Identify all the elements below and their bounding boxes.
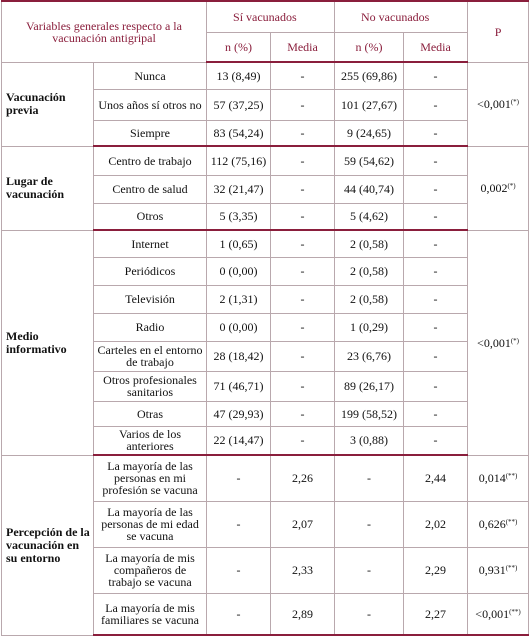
- no-media-cell: -: [404, 285, 468, 313]
- row-label: Centro de salud: [94, 175, 207, 203]
- row-label: Otros profesionales sanitarios: [94, 371, 207, 401]
- p-value: 0,014: [478, 471, 506, 485]
- si-n-cell: 13 (8,49): [207, 62, 271, 89]
- no-media-cell: -: [404, 341, 468, 371]
- no-n-cell: -: [335, 593, 404, 635]
- vaccination-table: [1, 0, 529, 636]
- si-n-cell: 32 (21,47): [207, 175, 271, 203]
- si-media-cell: -: [271, 257, 335, 285]
- p-mark: (**): [509, 607, 521, 616]
- no-n-cell: 255 (69,86): [335, 62, 404, 89]
- row-label: Siempre: [94, 120, 207, 146]
- row-label: Televisión: [94, 285, 207, 313]
- si-media-cell: -: [271, 285, 335, 313]
- no-n-cell: 2 (0,58): [335, 230, 404, 257]
- group-label: Medio informativo: [2, 230, 94, 455]
- p-value-cell: [468, 501, 529, 547]
- si-media-cell: -: [271, 120, 335, 146]
- p-value-cell: [468, 146, 529, 230]
- no-media-cell: -: [404, 89, 468, 120]
- row-label: La mayoría de las personas en mi profesión se vacuna: [94, 455, 207, 501]
- si-media-cell: 2,89: [271, 593, 335, 635]
- no-media-header: Media: [404, 32, 468, 62]
- no-n-cell: 2 (0,58): [335, 257, 404, 285]
- no-media-cell: -: [404, 175, 468, 203]
- no-media-cell: -: [404, 120, 468, 146]
- p-value: 0,931: [478, 563, 506, 577]
- p-mark: (**): [505, 564, 518, 572]
- si-n-cell: 71 (46,71): [207, 371, 271, 401]
- group-label: Vacunación previa: [2, 62, 94, 146]
- no-n-cell: 1 (0,29): [335, 313, 404, 341]
- no-media-cell: 2,02: [404, 501, 468, 547]
- si-n-cell: 0 (0,00): [207, 257, 271, 285]
- no-n-cell: 44 (40,74): [335, 175, 404, 203]
- no-n-cell: -: [335, 501, 404, 547]
- row-label: Otras: [94, 401, 207, 426]
- no-media-cell: -: [404, 203, 468, 230]
- si-n-cell: 1 (0,65): [207, 230, 271, 257]
- si-n-cell: -: [207, 547, 271, 593]
- row-label: Radio: [94, 313, 207, 341]
- si-media-cell: -: [271, 175, 335, 203]
- si-n-header: n (%): [207, 32, 271, 62]
- no-media-cell: 2,29: [404, 547, 468, 593]
- si-media-cell: -: [271, 341, 335, 371]
- p-mark: (*): [507, 182, 516, 190]
- no-vacunados-header: No vacunados: [335, 1, 468, 32]
- row-label: Unos años sí otros no: [94, 89, 207, 120]
- si-n-cell: 22 (14,47): [207, 426, 271, 455]
- si-vacunados-header: Sí vacunados: [207, 1, 335, 32]
- si-media-cell: -: [271, 371, 335, 401]
- no-media-cell: 2,27: [404, 593, 468, 635]
- si-media-cell: -: [271, 230, 335, 257]
- si-n-cell: 57 (37,25): [207, 89, 271, 120]
- p-value-cell: [468, 593, 529, 635]
- si-n-cell: 83 (54,24): [207, 120, 271, 146]
- p-value: 0,626: [478, 517, 506, 531]
- p-value: 0,002: [480, 181, 508, 195]
- p-header: P: [468, 1, 529, 62]
- si-n-cell: 47 (29,93): [207, 401, 271, 426]
- p-value: <0,001: [477, 97, 511, 111]
- no-n-cell: -: [335, 455, 404, 501]
- no-n-cell: 2 (0,58): [335, 285, 404, 313]
- no-n-header: n (%): [335, 32, 404, 62]
- variables-header: Variables generales respecto a la vacunación antigripal: [2, 1, 207, 62]
- no-n-cell: 3 (0,88): [335, 426, 404, 455]
- si-media-cell: 2,26: [271, 455, 335, 501]
- si-n-cell: 0 (0,00): [207, 313, 271, 341]
- p-value-cell: [468, 62, 529, 146]
- no-n-cell: 101 (27,67): [335, 89, 404, 120]
- si-media-cell: -: [271, 203, 335, 230]
- row-label: Otros: [94, 203, 207, 230]
- si-media-cell: -: [271, 401, 335, 426]
- p-mark: (*): [510, 336, 519, 345]
- si-media-cell: -: [271, 146, 335, 175]
- si-media-cell: 2,33: [271, 547, 335, 593]
- no-media-cell: -: [404, 401, 468, 426]
- group-label: Lugar de vacunación: [2, 146, 94, 230]
- no-n-cell: 9 (24,65): [335, 120, 404, 146]
- si-media-header: Media: [271, 32, 335, 62]
- row-label: La mayoría de mis compañeros de trabajo se vacuna: [94, 547, 207, 593]
- no-media-cell: -: [404, 426, 468, 455]
- p-mark: (*): [510, 98, 519, 106]
- p-value-cell: [468, 547, 529, 593]
- no-media-cell: -: [404, 62, 468, 89]
- si-media-cell: -: [271, 426, 335, 455]
- si-media-cell: -: [271, 89, 335, 120]
- row-label: La mayoría de las personas de mi edad se vacuna: [94, 501, 207, 547]
- no-media-cell: -: [404, 230, 468, 257]
- row-label: Varios de los anteriores: [94, 426, 207, 455]
- no-media-cell: 2,44: [404, 455, 468, 501]
- si-n-cell: 112 (75,16): [207, 146, 271, 175]
- no-n-cell: -: [335, 547, 404, 593]
- si-n-cell: -: [207, 455, 271, 501]
- p-value: <0,001: [477, 335, 511, 350]
- row-label: Nunca: [94, 62, 207, 89]
- p-value-cell: [468, 455, 529, 501]
- row-label: Centro de trabajo: [94, 146, 207, 175]
- no-n-cell: 5 (4,62): [335, 203, 404, 230]
- si-n-cell: 2 (1,31): [207, 285, 271, 313]
- row-label: Periódicos: [94, 257, 207, 285]
- p-mark: (**): [505, 518, 518, 526]
- row-label: Carteles en el entorno de trabajo: [94, 341, 207, 371]
- si-n-cell: -: [207, 501, 271, 547]
- no-n-cell: 199 (58,52): [335, 401, 404, 426]
- no-n-cell: 89 (26,17): [335, 371, 404, 401]
- no-n-cell: 23 (6,76): [335, 341, 404, 371]
- no-media-cell: -: [404, 313, 468, 341]
- si-media-cell: -: [271, 62, 335, 89]
- group-label: Percepción de la vacunación en su entorno: [2, 455, 94, 635]
- si-n-cell: 5 (3,35): [207, 203, 271, 230]
- si-media-cell: 2,07: [271, 501, 335, 547]
- row-label: Internet: [94, 230, 207, 257]
- p-value: <0,001: [475, 606, 510, 621]
- no-media-cell: -: [404, 146, 468, 175]
- si-media-cell: -: [271, 313, 335, 341]
- si-n-cell: 28 (18,42): [207, 341, 271, 371]
- p-value-cell: [468, 230, 529, 455]
- si-n-cell: -: [207, 593, 271, 635]
- no-n-cell: 59 (54,62): [335, 146, 404, 175]
- row-label: La mayoría de mis familiares se vacuna: [94, 593, 207, 635]
- no-media-cell: -: [404, 257, 468, 285]
- no-media-cell: -: [404, 371, 468, 401]
- p-mark: (**): [505, 472, 518, 480]
